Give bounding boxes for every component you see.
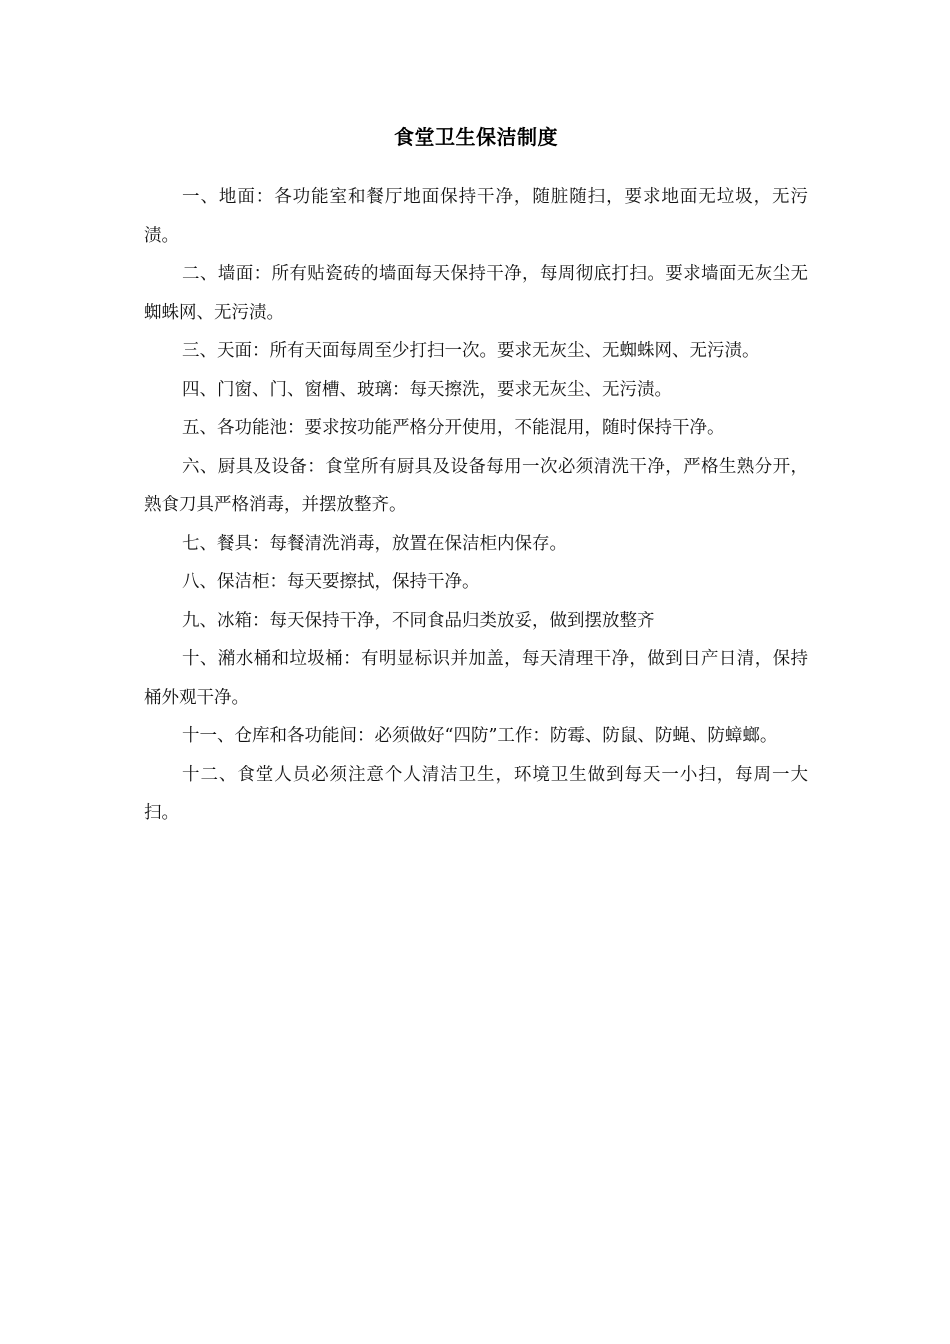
rule-paragraph-7: 七、餐具：每餐清洗消毒，放置在保洁柜内保存。 (182, 533, 567, 554)
rule-paragraph-5: 五、各功能池：要求按功能严格分开使用，不能混用，随时保持干净。 (182, 418, 725, 438)
rule-paragraph-12: 十二、食堂人员必须注意个人清洁卫生，环境卫生做到每天一小扫，每周一大扫。 (144, 764, 808, 823)
document-title: 食堂卫生保洁制度 (394, 125, 558, 149)
rule-paragraph-9: 九、冰箱：每天保持干净，不同食品归类放妥，做到摆放整齐 (182, 610, 655, 631)
rule-paragraph-8: 八、保洁柜：每天要擦拭，保持干净。 (182, 572, 480, 592)
rule-paragraph-1: 一、地面：各功能室和餐厅地面保持干净，随脏随扫，要求地面无垃圾，无污渍。 (144, 187, 808, 246)
rule-paragraph-6: 六、厨具及设备：食堂所有厨具及设备每用一次必须清洗干净，严格生熟分开，熟食刀具严格消毒，并摆放整齐。 (144, 456, 808, 515)
rule-paragraph-3: 三、天面：所有天面每周至少打扫一次。要求无灰尘、无蜘蛛网、无污渍。 (182, 341, 760, 361)
document-page (144, 118, 808, 833)
rule-paragraph-2: 二、墙面：所有贴瓷砖的墙面每天保持干净，每周彻底打扫。要求墙面无灰尘无蜘蛛网、无污渍。 (144, 264, 808, 323)
rule-paragraph-10: 十、潲水桶和垃圾桶：有明显标识并加盖，每天清理干净，做到日产日清，保持桶外观干净。 (144, 649, 808, 708)
rule-paragraph-11: 十一、仓库和各功能间：必须做好“四防”工作：防霉、防鼠、防蝇、防蟑螂。 (182, 726, 778, 746)
rule-paragraph-4: 四、门窗、门、窗槽、玻璃：每天擦洗，要求无灰尘、无污渍。 (182, 379, 672, 400)
